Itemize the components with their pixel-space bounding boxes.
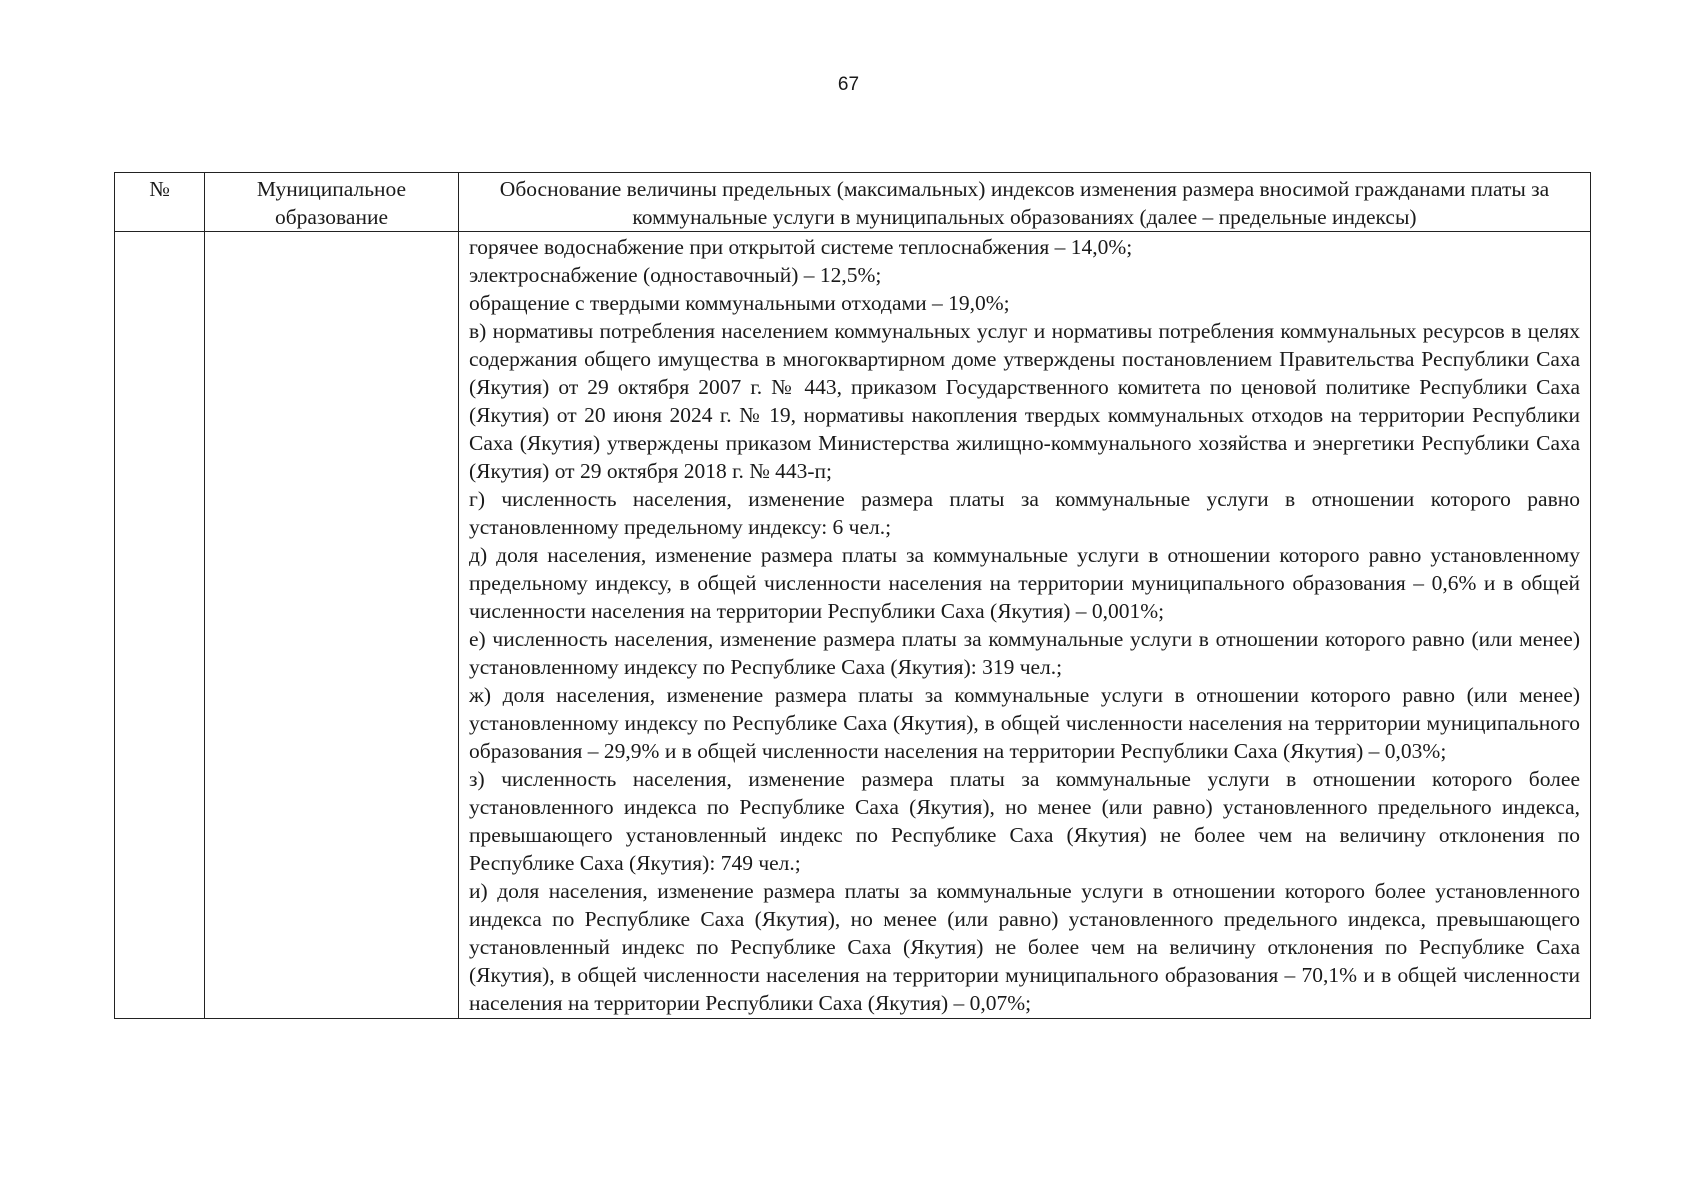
paragraph-item-z-population: з) численность населения, изменение размера платы за коммунальные услуги в отношении которого более установленного индекса по Республике Саха (Якутия), но менее (или равно) установленного предельного индекса, превышающего установленный индекс по Республике Саха (Якутия) не более чем на величину отклонения по Республике Саха (Якутия): 749 чел.; [469, 767, 1580, 875]
paragraph-hot-water: горячее водоснабжение при открытой системе теплоснабжения – 14,0%; [469, 235, 1133, 259]
cell-number [115, 232, 205, 1019]
paragraph-item-g-population: г) численность населения, изменение размера платы за коммунальные услуги в отношении которого равно установленному предельному индексу: 6 чел.; [469, 487, 1580, 539]
header-municipality: Муниципальное образование [205, 173, 459, 232]
paragraph-electricity: электроснабжение (одноставочный) – 12,5%; [469, 263, 882, 287]
justification-table [114, 172, 1591, 1019]
header-justification: Обоснование величины предельных (максимальных) индексов изменения размера вносимой гражданами платы за коммунальные услуги в муниципальных образованиях (далее – предельные индексы) [459, 173, 1591, 232]
table-row [115, 232, 1591, 1019]
table-header-row [115, 173, 1591, 232]
cell-justification [459, 232, 1591, 1019]
page-number: 67 [837, 74, 860, 95]
paragraph-item-i-share: и) доля населения, изменение размера платы за коммунальные услуги в отношении которого более установленного индекса по Республике Саха (Якутия), но менее (или равно) установленного предельного индекса, превышающего установленный индекс по Республике Саха (Якутия) не более чем на величину отклонения по Республике Саха (Якутия), в общей численности населения на территории муниципального образования – 70,1% и в общей численности населения на территории Республики Саха (Якутия) – 0,07%; [469, 879, 1580, 1015]
paragraph-solid-waste: обращение с твердыми коммунальными отходами – 19,0%; [469, 291, 1010, 315]
cell-municipality [205, 232, 459, 1019]
paragraph-item-v-norms: в) нормативы потребления населением коммунальных услуг и нормативы потребления коммунальных ресурсов в целях содержания общего имущества в многоквартирном доме утверждены постановлением Правительства Республики Саха (Якутия) от 29 октября 2007 г. № 443, приказом Государственного комитета по ценовой политике Республики Саха (Якутия) от 20 июня 2024 г. № 19, нормативы накопления твердых коммунальных отходов на территории Республики Саха (Якутия) утверждены приказом Министерства жилищно-коммунального хозяйства и энергетики Республики Саха (Якутия) от 29 октября 2018 г. № 443-п; [469, 319, 1580, 483]
paragraph-item-e-population: е) численность населения, изменение размера платы за коммунальные услуги в отношении которого равно (или менее) установленному индексу по Республике Саха (Якутия): 319 чел.; [469, 627, 1580, 679]
header-number: № [115, 173, 205, 232]
paragraph-item-d-share: д) доля населения, изменение размера платы за коммунальные услуги в отношении которого равно установленному предельному индексу, в общей численности населения на территории муниципального образования – 0,6% и в общей численности населения на территории Республики Саха (Якутия) – 0,001%; [469, 543, 1580, 623]
paragraph-item-zh-share: ж) доля населения, изменение размера платы за коммунальные услуги в отношении которого равно (или менее) установленному индексу по Республике Саха (Якутия), в общей численности населения на территории муниципального образования – 29,9% и в общей численности населения на территории Республики Саха (Якутия) – 0,03%; [469, 683, 1580, 763]
